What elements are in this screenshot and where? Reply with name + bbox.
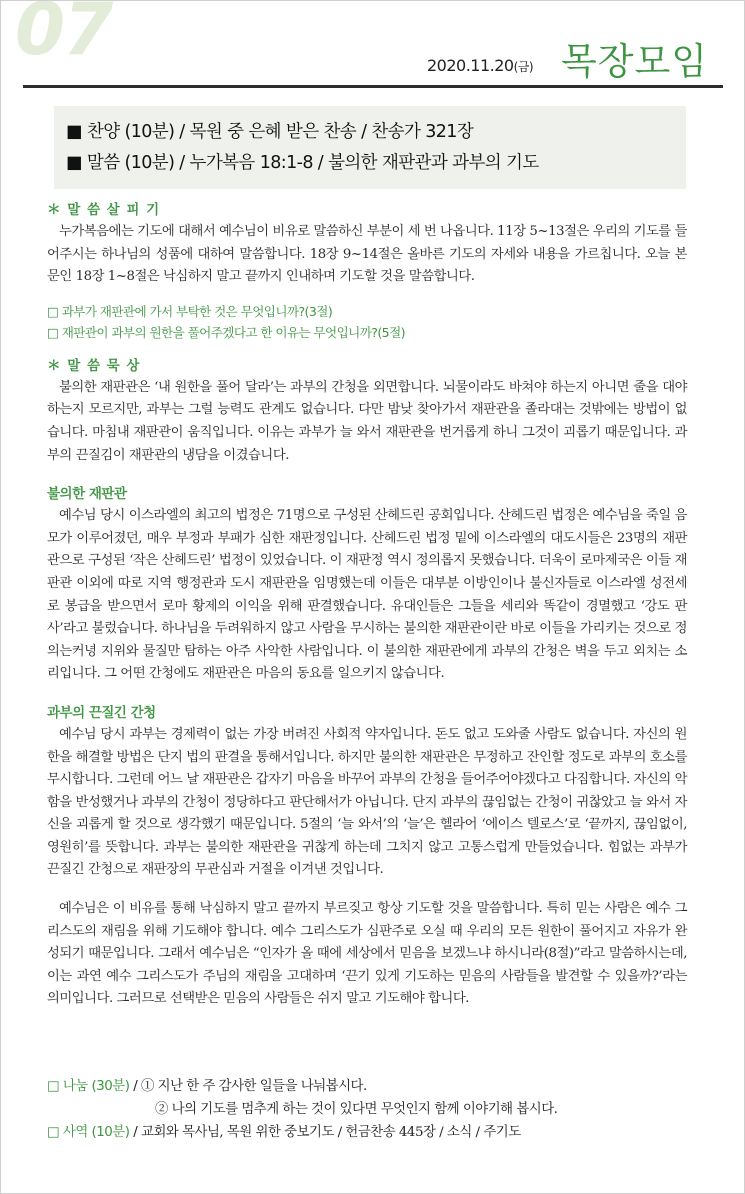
share-label: □ 나눔 (30분)	[47, 1079, 130, 1094]
question-2: □ 재판관이 과부의 원한을 풀어주겠다고 한 이유는 무엇입니까?(5절)	[47, 324, 405, 340]
meditate-paragraph: 불의한 재판관은 ‘내 원한을 풀어 달라’는 과부의 간청을 외면합니다. 뇌물이라도 바쳐야 하는지 아니면 줄을 대야 하는지 모르지만, 과부는 그럴 능력도 관계도 없습니다. 다만 밤낮 찾아가서 재판관을 졸라대는 것밖에는 방법이 없습니다. 마침내 재판관이 움직입니다. 이유는 과부가 늘 와서 재판관을 번거롭게 하니 그것이 괴롭기 때문입니다. 과부의 끈질김이 재판관의 냉담을 이겼습니다.	[47, 379, 687, 463]
page-number: 07	[15, 0, 112, 71]
agenda-box	[54, 106, 686, 189]
main-content	[47, 199, 687, 1011]
share-item-2: ② 나의 기도를 멈추게 하는 것이 있다면 무엇인지 함께 이야기해 봅시다.	[155, 1102, 558, 1117]
unjust-judge-paragraph: 예수님 당시 이스라엘의 최고의 법정은 71명으로 구성된 산헤드린 공회입니다. 산헤드린 법정은 예수님을 죽일 음모가 이루어졌던, 매우 부정과 부패가 심한 재판정입니다. 산헤드린 법정 밑에 이스라엘의 대도시들은 23명의 재판관으로 구성된 ‘작은 산헤드린’ 법정이 있었습니다. 이 재판정 역시 정의롭지 못했습니다. 더욱이 로마제국은 이들 재판관 이외에 따로 지역 행정관과 도시 재판관을 임명했는데 이들은 대부분 이방인이나 불신자들로 이스라엘 성전세로 봉급을 받으면서 로마 황제의 이익을 위해 판결했습니다. 유대인들은 그들을 세리와 똑같이 경멸했고 ‘강도 판사’라고 불렀습니다. 하나님을 두려워하지 않고 사람을 무시하는 불의한 재판관이란 바로 이들을 가리키는 것으로 정의는커녕 지위와 물질만 탐하는 아주 사악한 사람입니다. 이 불의한 재판관에게 과부의 간청은 벽을 두고 외치는 소리입니다. 그 어떤 간청에도 재판관은 마음의 동요를 일으키지 않습니다.	[47, 508, 687, 682]
observe-paragraph: 누가복음에는 기도에 대해서 예수님이 비유로 말씀하신 부분이 세 번 나옵니다. 11장 5~13절은 우리의 기도를 들어주시는 하나님의 성품에 대하여 말씀합니다. 18장 9~14절은 올바른 기도의 자세와 내용을 가르칩니다. 오늘 본문인 18장 1~8절은 낙심하지 말고 끝까지 인내하며 기도할 것을 말씀합니다.	[47, 224, 687, 285]
meeting-date	[427, 56, 533, 75]
date-value: 2020.11.20	[427, 56, 514, 75]
ministry-text: 교회와 목사님, 목원 위한 중보기도 / 헌금찬송 445장 / 소식 / 주기도	[141, 1125, 521, 1140]
persistent-widow-paragraph: 예수님 당시 과부는 경제력이 없는 가장 버려진 사회적 약자입니다. 돈도 없고 도와줄 사람도 없습니다. 자신의 원한을 해결할 방법은 단지 법의 판결을 통해서입니다. 하지만 불의한 재판관은 무정하고 잔인할 정도로 과부의 호소를 무시합니다. 그런데 어느 날 재판관은 갑자기 마음을 바꾸어 과부의 간청을 들어주어야겠다고 다짐합니다. 자신의 악함을 반성했거나 과부의 간청이 정당하다고 판단해서가 아닙니다. 단지 과부의 끊임없는 간청이 귀찮았고 늘 와서 자신을 괴롭게 할 것으로 생각했기 때문입니다. 5절의 ‘늘 와서’의 ‘늘’은 헬라어 ‘에이스 텔로스’로 ‘끝까지, 끊임없이, 영원히’를 뜻합니다. 과부는 불의한 재판관을 귀찮게 하는데 그치지 않고 고통스럽게 만들었습니다. 힘없는 과부가 끈질긴 간청으로 재판장의 무관심과 거절을 이겨낸 것입니다.	[47, 726, 687, 878]
share-item-1: ① 지난 한 주 감사한 일들을 나눠봅시다.	[141, 1079, 367, 1094]
agenda-praise: ■ 찬양 (10분) / 목원 중 은혜 받은 찬송 / 찬송가 321장	[66, 122, 474, 142]
question-1: □ 과부가 재판관에 가서 부탁한 것은 무엇입니까?(3절)	[47, 303, 333, 319]
section-heading-observe: ＊ 말 씀 살 피 기	[47, 202, 161, 218]
page-title: 목장모임	[561, 40, 708, 83]
footer-activities	[47, 1075, 697, 1144]
conclusion-paragraph: 예수님은 이 비유를 통해 낙심하지 말고 끝까지 부르짖고 항상 기도할 것을 말씀합니다. 특히 믿는 사람은 예수 그리스도의 재림을 위해 기도해야 합니다. 예수 그리스도가 심판주로 오실 때 우리의 모든 원한이 풀어지고 자유가 완성되기 때문입니다. 그래서 예수님은 “인자가 올 때에 세상에서 믿음을 보겠느냐 하시니라(8절)”라고 말씀하시는데, 이는 과연 예수 그리스도가 주님의 재림을 고대하며 ‘끈기 있게 기도하는 믿음의 사람들을 발견할 수 있을까?’라는 의미입니다. 그러므로 선택받은 믿음의 사람들은 쉬지 말고 기도해야 합니다.	[47, 901, 687, 1007]
share-row-2	[47, 1098, 697, 1121]
date-day: (금)	[513, 60, 534, 74]
share-separator: /	[133, 1079, 138, 1094]
header-divider	[23, 85, 723, 88]
ministry-label: □ 사역 (10분)	[47, 1125, 130, 1140]
agenda-word: ■ 말씀 (10분) / 누가복음 18:1-8 / 불의한 재판관과 과부의 기도	[66, 153, 539, 173]
section-heading-meditate: ＊ 말 씀 묵 상	[47, 357, 141, 374]
ministry-separator: /	[133, 1125, 138, 1140]
subheading-unjust-judge: 불의한 재판관	[47, 486, 127, 503]
subheading-persistent-widow: 과부의 끈질긴 간청	[47, 704, 156, 721]
share-row	[47, 1075, 697, 1098]
ministry-row	[47, 1121, 697, 1144]
